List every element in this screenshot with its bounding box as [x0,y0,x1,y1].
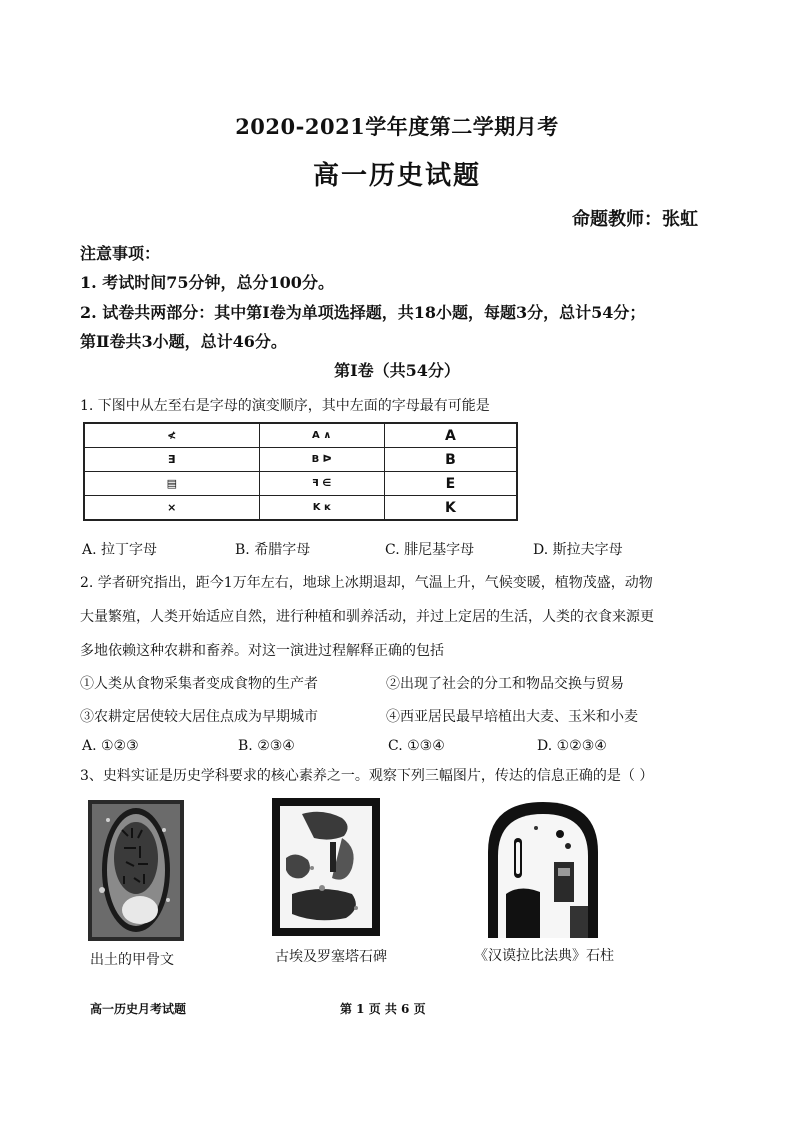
table-cell: ▤ [84,472,259,496]
question-3-stem: 3、史料实证是历史学科要求的核心素养之一。观察下列三幅图片，传达的信息正确的是（ ） [80,768,654,784]
table-cell: B ᐅ [259,448,384,472]
q2-statement-3: ③农耕定居使较大居住点成为早期城市 [80,709,318,725]
footer-page-number: 第 1 页 共 6 页 [340,1002,426,1016]
notice-item-2a: 2. 试卷共两部分：其中第Ⅰ卷为单项选择题，共18小题，每题3分，总计54分； [80,303,646,322]
table-cell: E [384,472,517,496]
question-2-line-2: 大量繁殖，人类开始适应自然，进行种植和驯养活动，并过上定居的生活，人类的衣食来源更 [80,609,654,625]
rosetta-stone-image [272,798,380,936]
caption-rosetta-stone: 古埃及罗塞塔石碑 [275,949,387,965]
hammurabi-stele-image [484,798,602,938]
table-row [84,472,517,496]
q1-option-a: A. 拉丁字母 [82,542,158,558]
q2-statement-4: ④西亚居民最早培植出大麦、玉米和小麦 [386,709,638,725]
q1-option-b: B. 希腊字母 [235,542,311,558]
q1-option-d: D. 斯拉夫字母 [533,542,623,558]
question-2-line-1: 2. 学者研究指出，距今1万年左右，地球上冰期退却，气温上升，气候变暖，植物茂盛，动物 [80,575,653,591]
table-cell: K [384,496,517,521]
q2-statement-2: ②出现了社会的分工和物品交换与贸易 [386,676,624,692]
q2-option-c: C. ①③④ [388,738,445,754]
table-row [84,496,517,521]
table-cell: ∃ [84,448,259,472]
subject-title: 高一历史试题 [312,161,481,191]
q2-option-a: A. ①②③ [82,738,139,754]
exam-title: 2020-2021学年度第二学期月考 [235,114,559,139]
table-row [84,423,517,448]
footer-exam-name: 高一历史月考试题 [90,1002,187,1016]
table-cell: A [384,423,517,448]
notice-heading: 注意事项： [80,244,161,263]
section-title: 第Ⅰ卷（共54分） [334,361,460,380]
table-cell: ꟻ ∈ [259,472,384,496]
notice-item-1: 1. 考试时间75分钟，总分100分。 [80,273,334,292]
question-2-line-3: 多地依赖这种农耕和畜养。对这一演进过程解释正确的包括 [80,643,444,659]
q2-option-d: D. ①②③④ [537,738,607,754]
question-1-stem: 1. 下图中从左至右是字母的演变顺序，其中左面的字母最有可能是 [80,398,490,414]
letter-evolution-table [83,422,518,521]
caption-oracle-bone: 出土的甲骨文 [90,952,174,968]
q2-option-b: B. ②③④ [238,738,295,754]
notice-item-2b: 第Ⅱ卷共3小题，总计46分。 [80,332,287,351]
table-cell: ≮ [84,423,259,448]
q1-option-c: C. 腓尼基字母 [385,542,475,558]
table-cell: B [384,448,517,472]
table-cell: ⨯ [84,496,259,521]
table-cell: K ĸ [259,496,384,521]
table-row [84,448,517,472]
q2-statement-1: ①人类从食物采集者变成食物的生产者 [80,676,318,692]
author-line: 命题教师：张虹 [572,209,698,230]
table-cell: A ∧ [259,423,384,448]
caption-hammurabi-stele: 《汉谟拉比法典》石柱 [474,948,614,964]
oracle-bone-image [88,800,184,941]
